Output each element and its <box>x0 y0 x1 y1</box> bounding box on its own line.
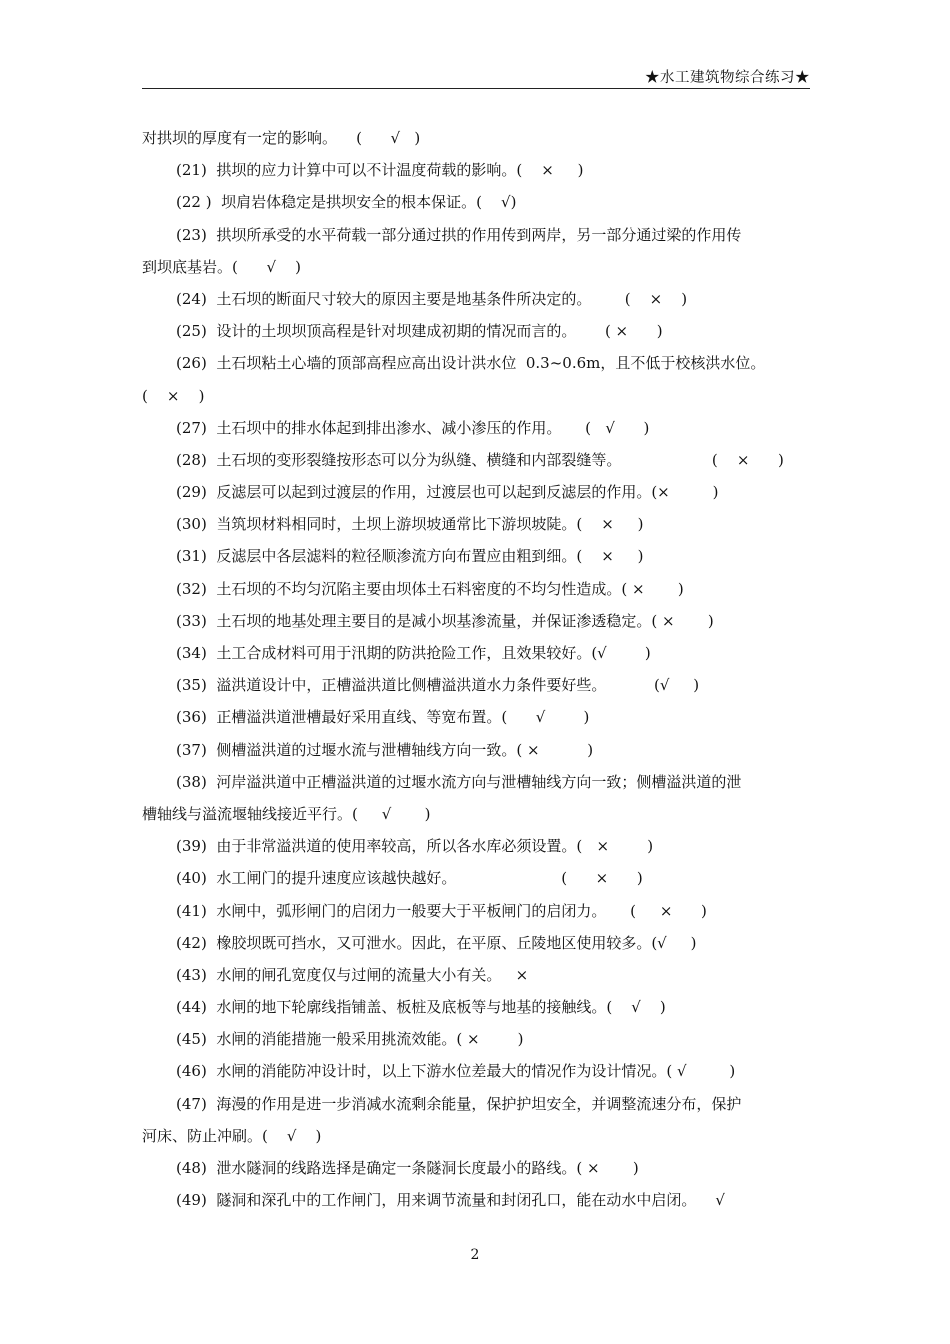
question-40: (40) 水工闸门的提升速度应该越快越好。 ( × ) <box>176 869 643 888</box>
question-38-cont: 槽轴线与溢流堰轴线接近平行。( √ ) <box>142 804 431 823</box>
question-30: (30) 当筑坝材料相同时，土坝上游坝坡通常比下游坝坡陡。( × ) <box>176 515 644 534</box>
question-21: (21) 拱坝的应力计算中可以不计温度荷载的影响。( × ) <box>176 161 584 180</box>
question-26: (26) 土石坝粘土心墙的顶部高程应高出设计洪水位 0.3~0.6m，且不低于校核洪水位。 <box>176 354 766 373</box>
question-37: (37) 侧槽溢洪道的过堰水流与泄槽轴线方向一致。( × ) <box>176 740 594 759</box>
question-38: (38) 河岸溢洪道中正槽溢洪道的过堰水流方向与泄槽轴线方向一致；侧槽溢洪道的泄 <box>176 772 742 791</box>
question-22: (22 ) 坝肩岩体稳定是拱坝安全的根本保证。( √) <box>176 193 517 212</box>
question-27: (27) 土石坝中的排水体起到排出渗水、减小渗压的作用。 ( √ ) <box>176 418 650 437</box>
question-31: (31) 反滤层中各层滤料的粒径顺渗流方向布置应由粗到细。( × ) <box>176 547 644 566</box>
question-42: (42) 橡胶坝既可挡水，又可泄水。因此，在平原、丘陵地区使用较多。(√ ) <box>176 933 697 952</box>
header-rule <box>142 88 810 89</box>
question-23-cont: 到坝底基岩。( √ ) <box>142 257 301 276</box>
question-43: (43) 水闸的闸孔宽度仅与过闸的流量大小有关。 × <box>176 965 529 984</box>
question-24: (24) 土石坝的断面尺寸较大的原因主要是地基条件所决定的。 ( × ) <box>176 289 688 308</box>
question-34: (34) 土工合成材料可用于汛期的防洪抢险工作，且效果较好。(√ ) <box>176 644 651 662</box>
question-48: (48) 泄水隧洞的线路选择是确定一条隧洞长度最小的路线。( × ) <box>176 1159 639 1177</box>
question-23: (23) 拱坝所承受的水平荷载一部分通过拱的作用传到两岸，另一部分通过梁的作用传 <box>176 225 742 244</box>
question-list <box>142 122 810 1216</box>
question-47-cont: 河床、防止冲刷。( √ ) <box>142 1126 322 1145</box>
question-26-cont: ( × ) <box>142 386 205 405</box>
question-46: (46) 水闸的消能防冲设计时，以上下游水位差最大的情况作为设计情况。( √ ) <box>176 1062 736 1081</box>
question-44: (44) 水闸的地下轮廓线指铺盖、板桩及底板等与地基的接触线。( √ ) <box>176 998 666 1017</box>
question-41: (41) 水闸中，弧形闸门的启闭力一般要大于平板闸门的启闭力。 ( × ) <box>176 901 707 920</box>
question-39: (39) 由于非常溢洪道的使用率较高，所以各水库必须设置。( × ) <box>176 837 654 856</box>
question-28: (28) 土石坝的变形裂缝按形态可以分为纵缝、横缝和内部裂缝等。 ( × ) <box>176 450 784 469</box>
page-number: 2 <box>470 1247 480 1263</box>
question-47: (47) 海漫的作用是进一步消减水流剩余能量，保护护坦安全，并调整流速分布，保护 <box>176 1094 742 1113</box>
running-header: ★水工建筑物综合练习★ <box>645 70 810 86</box>
question-45: (45) 水闸的消能措施一般采用挑流效能。( × ) <box>176 1030 524 1049</box>
question-32: (32) 土石坝的不均匀沉陷主要由坝体土石料密度的不均匀性造成。( × ) <box>176 579 684 598</box>
question-36: (36) 正槽溢洪道泄槽最好采用直线、等宽布置。( √ ) <box>176 708 590 727</box>
question-29: (29) 反滤层可以起到过渡层的作用，过渡层也可以起到反滤层的作用。(× ) <box>176 483 719 502</box>
question-35: (35) 溢洪道设计中，正槽溢洪道比侧槽溢洪道水力条件要好些。 (√ ) <box>176 676 700 695</box>
question-49: (49) 隧洞和深孔中的工作闸门，用来调节流量和封闭孔口，能在动水中启闭。 √ <box>176 1191 725 1210</box>
question-25: (25) 设计的土坝坝顶高程是针对坝建成初期的情况而言的。 ( × ) <box>176 322 663 341</box>
continuation-line: 对拱坝的厚度有一定的影响。 ( √ ) <box>142 129 421 147</box>
question-33: (33) 土石坝的地基处理主要目的是减小坝基渗流量，并保证渗透稳定。( × ) <box>176 611 714 630</box>
